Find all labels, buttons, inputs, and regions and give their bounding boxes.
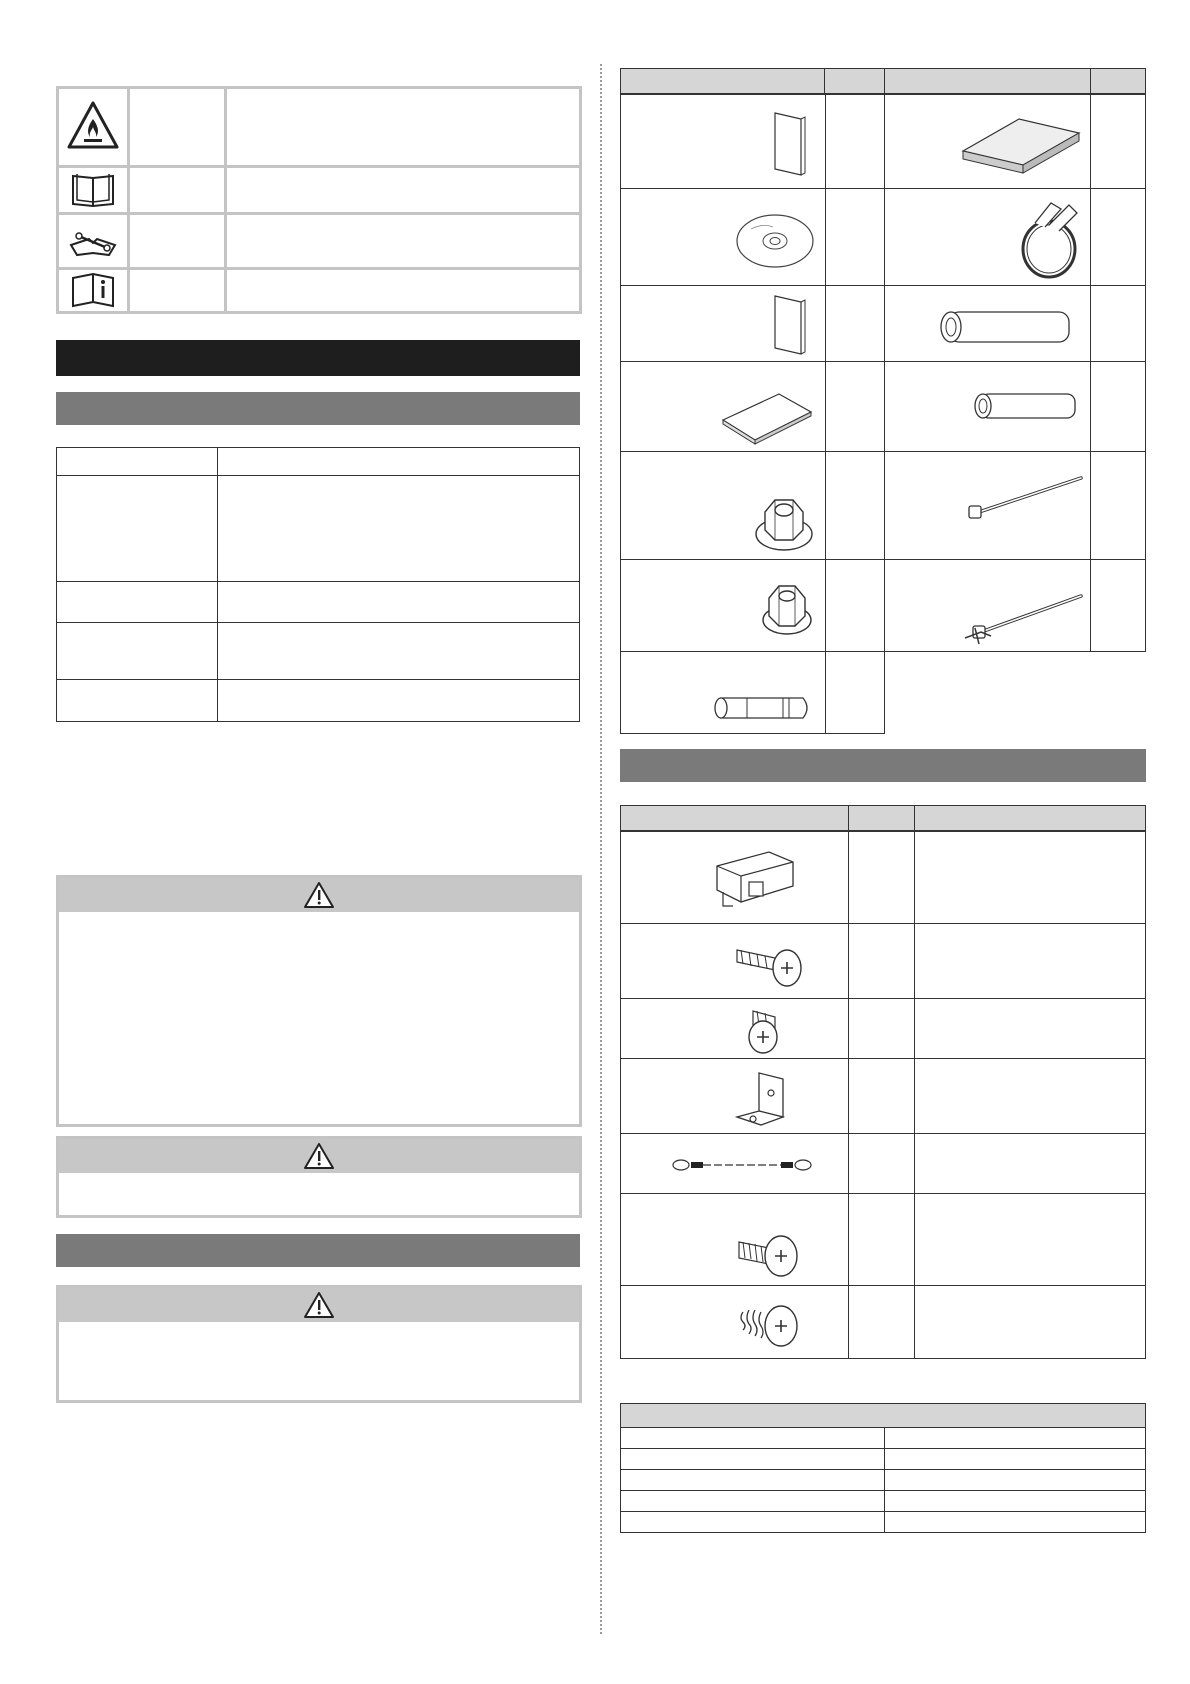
symbol-description xyxy=(227,270,579,311)
machine-screw-icon xyxy=(735,1228,805,1278)
table-row xyxy=(621,1470,1146,1491)
subsection-title-bar xyxy=(56,392,580,425)
table-cell xyxy=(218,623,580,680)
symbol-row xyxy=(59,215,579,267)
warning-header xyxy=(59,1139,579,1173)
table-cell xyxy=(218,680,580,722)
table-cell xyxy=(57,623,218,680)
table-row xyxy=(621,1428,1146,1449)
table-cell xyxy=(218,582,580,623)
accessories-table xyxy=(620,68,1146,734)
small-table xyxy=(620,1403,1146,1533)
table-row xyxy=(884,361,1146,452)
table-row xyxy=(620,451,885,560)
symbol-label xyxy=(130,270,224,311)
reducer-pipe-icon xyxy=(707,690,817,726)
table-row xyxy=(620,998,1146,1059)
information-manual-icon xyxy=(59,270,127,311)
table-cell xyxy=(57,476,218,582)
insulation-tube-large-icon xyxy=(937,308,1083,348)
table-row xyxy=(620,1285,1146,1359)
insulation-tube-small-icon xyxy=(971,390,1083,424)
table-cell xyxy=(621,1512,885,1533)
table-row xyxy=(57,623,580,680)
mounting-cable-tie-icon xyxy=(961,588,1085,648)
flare-nut-small-icon xyxy=(759,578,815,640)
table-row xyxy=(884,94,1146,189)
warning-triangle-icon xyxy=(303,1142,335,1170)
table-row xyxy=(621,1512,1146,1533)
table-header-cell xyxy=(621,1404,1146,1428)
hose-clamp-icon xyxy=(1015,197,1085,283)
warning-box xyxy=(56,1136,582,1218)
table-row xyxy=(620,1058,1146,1134)
table-row xyxy=(620,559,885,652)
spring-screw-icon xyxy=(735,1298,805,1352)
warning-box xyxy=(56,1285,582,1403)
table-cell xyxy=(885,1449,1146,1470)
table-row xyxy=(57,476,580,582)
table-cell xyxy=(885,1428,1146,1449)
cd-rom-icon xyxy=(733,211,817,271)
read-manual-icon xyxy=(59,168,127,212)
symbol-row xyxy=(59,89,579,165)
table-cell xyxy=(621,1491,885,1512)
table-row xyxy=(620,651,885,734)
table-header-row xyxy=(620,805,1146,831)
insulation-pad-icon xyxy=(719,390,815,446)
tapping-screw-short-icon xyxy=(739,1003,803,1057)
table-header-row xyxy=(57,448,580,476)
table-header-row xyxy=(620,68,1146,94)
table-cell xyxy=(57,680,218,722)
table-header-row xyxy=(621,1404,1146,1428)
table-cell xyxy=(621,1428,885,1449)
angle-bracket-icon xyxy=(729,1069,795,1129)
table-row xyxy=(620,831,1146,924)
spec-table xyxy=(56,447,580,722)
cable-tie-icon xyxy=(965,472,1085,524)
table-cell xyxy=(885,1470,1146,1491)
section-title-bar xyxy=(56,340,580,376)
table-row xyxy=(620,923,1146,999)
table-row xyxy=(621,1491,1146,1512)
options-table xyxy=(620,805,1146,1359)
table-row xyxy=(57,680,580,722)
warning-box xyxy=(56,875,582,1127)
column-divider xyxy=(600,64,602,1634)
symbol-label xyxy=(130,215,224,267)
warning-header xyxy=(59,878,579,912)
symbol-description xyxy=(227,215,579,267)
table-header-cell xyxy=(218,448,580,476)
symbol-icon-cell xyxy=(59,215,127,267)
symbol-row xyxy=(59,270,579,311)
table-row xyxy=(620,285,885,362)
table-row xyxy=(884,451,1146,560)
flare-nut-icon xyxy=(753,490,815,554)
table-row xyxy=(620,1133,1146,1194)
earth-wire-icon xyxy=(671,1154,813,1176)
service-manual-icon xyxy=(59,215,127,267)
table-cell xyxy=(218,476,580,582)
warning-header xyxy=(59,1288,579,1322)
table-row xyxy=(620,1193,1146,1286)
symbol-table xyxy=(56,86,582,314)
warning-triangle-icon xyxy=(303,1291,335,1319)
symbol-description xyxy=(227,89,579,165)
flammable-warning-icon xyxy=(59,89,127,165)
table-cell xyxy=(885,1491,1146,1512)
table-cell xyxy=(621,1470,885,1491)
booklet-icon xyxy=(771,292,811,358)
table-row xyxy=(57,582,580,623)
table-row xyxy=(620,94,885,189)
table-row xyxy=(620,188,885,286)
subsection-title-bar xyxy=(56,1234,580,1267)
table-row xyxy=(620,361,885,452)
symbol-row xyxy=(59,168,579,212)
table-header-cell xyxy=(57,448,218,476)
mounting-bracket-clip-icon xyxy=(713,846,803,914)
symbol-description xyxy=(227,168,579,212)
sponge-pad-icon xyxy=(959,115,1083,175)
symbol-label xyxy=(130,168,224,212)
symbol-icon-cell xyxy=(59,270,127,311)
table-cell xyxy=(57,582,218,623)
table-row xyxy=(884,188,1146,286)
tapping-screw-long-icon xyxy=(731,936,811,992)
symbol-icon-cell xyxy=(59,89,127,165)
subsection-title-bar xyxy=(620,749,1146,782)
symbol-icon-cell xyxy=(59,168,127,212)
warning-triangle-icon xyxy=(303,881,335,909)
table-cell xyxy=(621,1449,885,1470)
booklet-icon xyxy=(771,109,811,179)
table-cell xyxy=(885,1512,1146,1533)
table-row xyxy=(884,285,1146,362)
symbol-label xyxy=(130,89,224,165)
table-row xyxy=(621,1449,1146,1470)
table-row xyxy=(884,559,1146,652)
